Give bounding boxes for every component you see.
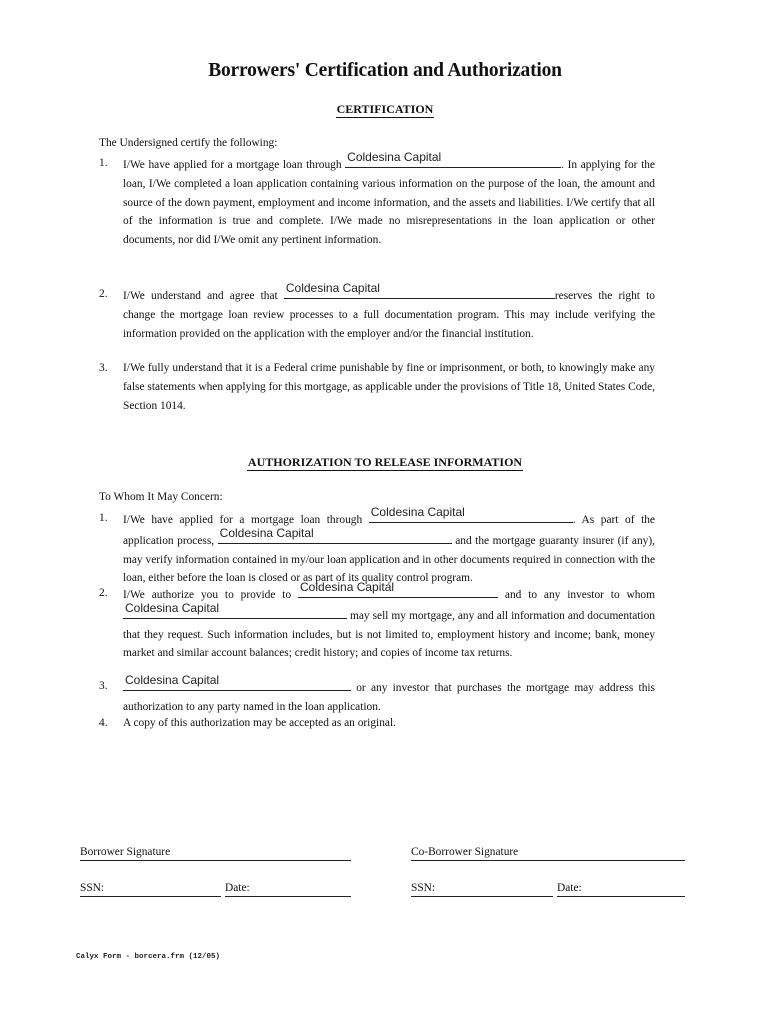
coborrower-date-line[interactable]: Date: — [557, 881, 685, 897]
authorization-heading: AUTHORIZATION TO RELEASE INFORMATION — [247, 455, 523, 469]
lender-name-field[interactable]: Coldesina Capital — [123, 677, 351, 691]
certification-item-3: 3. I/We fully understand that it is a Federal crime punishable by fine or imprisonment, or both, to knowingly make any false statements when applying for this mortgage, as applicable under the provisions of Title 18, United States Code, Section 1014. — [99, 362, 655, 412]
authorization-item-3: 3. Coldesina Capital or any investor that purchases the mortgage may address this authorization to any party named in the loan application. — [99, 673, 655, 713]
certification-item-2: 2. I/We understand and agree that Coldesina Capital reserves the right to change the mortgage loan review processes to a full documentation program. This may include verifying the information provided on the application with the employer and/or the financial institution. — [99, 281, 655, 340]
lender-name-field[interactable]: Coldesina Capital — [123, 605, 347, 619]
borrower-ssn-line[interactable]: SSN: — [80, 881, 221, 897]
borrower-date-line[interactable]: Date: — [225, 881, 351, 897]
coborrower-signature-line[interactable]: Co-Borrower Signature — [411, 845, 685, 861]
lender-name-field[interactable]: Coldesina Capital — [218, 530, 452, 544]
lender-name-field[interactable]: Coldesina Capital — [284, 285, 555, 299]
borrower-signature-line[interactable]: Borrower Signature — [80, 845, 351, 861]
lender-name-field[interactable]: Coldesina Capital — [369, 509, 573, 523]
authorization-item-2: 2. I/We authorize you to provide to Coldesina Capital and to any investor to whom Coldesina Capital may sell my mortgage, any and all information and documentation that they request. Such information includes, but is not limited to, employment history and income; bank, money market and similar account balances; credit history; and copies of income tax returns. — [99, 580, 655, 660]
certification-item-1: 1. I/We have applied for a mortgage loan through Coldesina Capital . In applying for the loan, I/We completed a loan application containing various information on the purpose of the loan, the amount and source of the down payment, employment and income information, and the assets and liabilities. I/We certify that all of the information is true and complete. I/We made no misrepresentations in the loan application or other documents, nor did I/We omit any pertinent information. — [99, 150, 655, 247]
authorization-intro: To Whom It May Concern: — [99, 491, 223, 503]
document-title: Borrowers' Certification and Authorization — [208, 60, 562, 81]
certification-heading: CERTIFICATION — [336, 102, 434, 116]
authorization-item-4: 4. A copy of this authorization may be accepted as an original. — [99, 717, 396, 729]
lender-name-field[interactable]: Coldesina Capital — [345, 154, 561, 168]
certification-intro: The Undersigned certify the following: — [99, 137, 278, 149]
form-footer: Calyx Form - borcera.frm (12/05) — [76, 953, 221, 961]
authorization-item-1: 1. I/We have applied for a mortgage loan through Coldesina Capital . As part of the application process, Coldesina Capital and the mortgage guaranty insurer (if any), may verify information contained in my/our loan application and in other documents required in connection with the loan, either before the loan is closed or as part of its quality control program. — [99, 505, 655, 585]
lender-name-field[interactable]: Coldesina Capital — [298, 584, 498, 598]
coborrower-ssn-line[interactable]: SSN: — [411, 881, 553, 897]
